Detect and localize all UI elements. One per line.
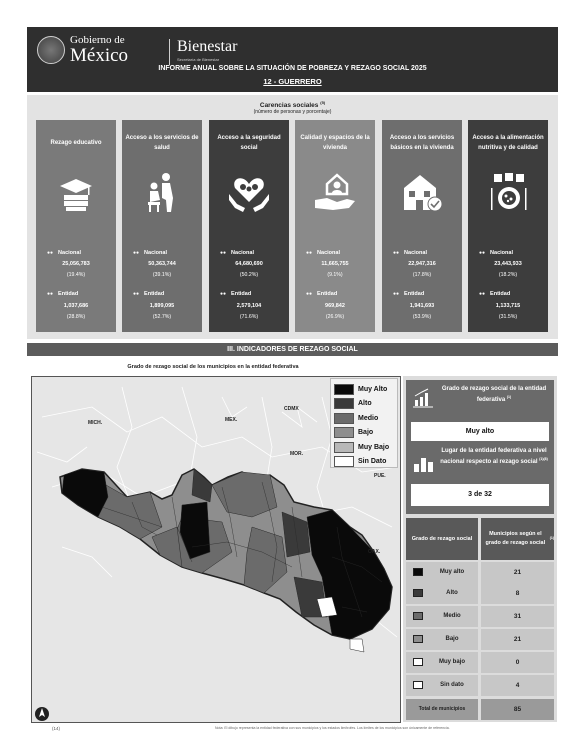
legend-label: Muy Bajo (358, 443, 390, 451)
nacional-percent: (19.4%) (66, 272, 86, 278)
map-label-oax: OAX. (368, 549, 381, 555)
nacional-value: 50,363,744 (148, 261, 176, 267)
legend-swatch (334, 442, 354, 453)
state-grade-title-text: Grado de rezago social de la entidad federativa (441, 386, 547, 403)
grade-cell (406, 675, 478, 696)
national-rank-title (438, 447, 550, 467)
legend-item (334, 398, 372, 410)
north-arrow-icon (35, 707, 49, 721)
entidad-label (393, 291, 424, 297)
carencia-card-2 (122, 120, 202, 332)
people-icon: ●● (47, 291, 54, 297)
house-services-icon (382, 170, 462, 214)
municipality-count: 21 (481, 562, 554, 583)
bar-chart-icon (413, 387, 435, 409)
gobierno-big-text: México (70, 45, 129, 66)
entidad-label-text: Entidad (490, 291, 511, 297)
entidad-label-text: Entidad (404, 291, 425, 297)
nacional-percent: (50.2%) (239, 272, 259, 278)
map-label-pue: PUE. (374, 473, 386, 479)
carencias-title (27, 100, 558, 109)
legend-item (334, 412, 378, 424)
entidad-percent: (26.9%) (325, 314, 345, 320)
legend-label: Alto (358, 400, 372, 407)
nacional-label (306, 250, 340, 256)
table-row (406, 629, 554, 650)
logo-divider (169, 39, 170, 65)
footnote: Nota: El dibujo representa la entidad federativa con sus municipios y los estados limítrofes. Los límites de los municipios son únicamente de referencia. (215, 726, 450, 730)
social-security-icon (209, 170, 289, 214)
section-title: III. INDICADORES DE REZAGO SOCIAL (27, 343, 558, 356)
national-rank-value: 3 de 32 (411, 484, 549, 506)
carencia-card-4 (295, 120, 375, 332)
table-row (406, 675, 554, 696)
nacional-value: 23,443,933 (494, 261, 522, 267)
nacional-label-text: Nacional (317, 250, 340, 256)
legend-swatch (334, 398, 354, 409)
report-title: INFORME ANUAL SOBRE LA SITUACIÓN DE POBREZA Y REZAGO SOCIAL 2025 (158, 65, 427, 72)
graduation-icon (36, 170, 116, 214)
legend-item (334, 441, 389, 453)
carencia-card-6 (468, 120, 548, 332)
nacional-label-text: Nacional (144, 250, 167, 256)
grade-cell (406, 583, 478, 604)
total-value: 85 (481, 699, 554, 720)
legend-item (334, 456, 386, 468)
people-icon: ●● (133, 291, 140, 297)
carencias-title-text: Carencias sociales (259, 102, 319, 110)
table-row (406, 583, 554, 604)
nacional-label-text: Nacional (490, 250, 513, 256)
grade-cell (406, 606, 478, 627)
legend-swatch (334, 427, 354, 438)
food-icon (468, 170, 548, 214)
people-icon: ●● (133, 250, 140, 256)
table-header-municipalities (481, 518, 554, 560)
legend-item (334, 427, 373, 439)
municipality-count: 4 (481, 675, 554, 696)
municipality-count: 31 (481, 606, 554, 627)
national-seal-icon (37, 36, 65, 64)
nacional-value: 25,056,783 (62, 261, 90, 267)
grade-label: Sin dato (440, 682, 464, 688)
legend-swatch (334, 456, 354, 467)
people-icon: ●● (47, 250, 54, 256)
entidad-value: 969,842 (325, 303, 345, 309)
gobierno-small-text: Gobierno de (70, 34, 125, 46)
carencia-title: Acceso a los servicios básicos en la vivienda (389, 135, 455, 151)
carencia-card-1 (36, 120, 116, 332)
nacional-percent: (39.1%) (152, 272, 172, 278)
state-grade-note: (1) (506, 394, 512, 399)
carencia-title: Rezago educativo (50, 140, 102, 147)
grade-cell (406, 562, 478, 583)
nacional-label (479, 250, 513, 256)
entidad-percent: (28.8%) (66, 314, 86, 320)
state-name: 12 - GUERRERO (263, 77, 322, 86)
nacional-label (393, 250, 427, 256)
entidad-label-text: Entidad (144, 291, 165, 297)
municipality-count: 21 (481, 629, 554, 650)
carencia-card-5 (382, 120, 462, 332)
entidad-label-text: Entidad (231, 291, 252, 297)
people-icon: ●● (220, 250, 227, 256)
legend-label: Medio (358, 414, 379, 422)
entidad-value: 1,899,095 (149, 303, 175, 309)
entidad-label (479, 291, 510, 297)
state-grade-title (438, 385, 550, 405)
national-rank-note: (1)(8) (539, 456, 548, 461)
bienestar-subtext: Secretaría de Bienestar (177, 57, 220, 62)
map-title: Grado de rezago social de los municipios en la entidad federativa (127, 364, 299, 370)
carencia-title: Acceso a la seguridad social (217, 135, 281, 151)
nacional-label (220, 250, 254, 256)
entidad-label-text: Entidad (58, 291, 79, 297)
carencias-sociales-panel (27, 95, 558, 339)
grade-label: Medio (443, 613, 461, 619)
municipality-count: 8 (481, 583, 554, 604)
nacional-label (47, 250, 81, 256)
grade-swatch (413, 658, 423, 666)
legend-label: Muy Alto (358, 385, 388, 393)
entidad-label-text: Entidad (317, 291, 338, 297)
gobierno-de-mexico-logo (37, 35, 128, 65)
nacional-percent: (9.1%) (327, 272, 343, 278)
footnote-code: (14) (52, 726, 61, 731)
entidad-percent: (52.7%) (152, 314, 172, 320)
rezago-indicators-panel (403, 376, 557, 722)
bienestar-logo-text: Bienestar (177, 38, 238, 55)
entidad-label (306, 291, 337, 297)
table-header-municipalities-text: Municipios según el grado de rezago social (485, 531, 546, 546)
grade-swatch (413, 612, 423, 620)
table-header-note: (1) (549, 536, 554, 541)
people-icon: ●● (306, 291, 313, 297)
table-header-grade: Grado de rezago social (406, 518, 478, 560)
grade-swatch (413, 568, 423, 576)
grade-label: Alto (446, 590, 458, 596)
health-care-icon (122, 170, 202, 214)
entidad-value: 2,579,104 (236, 303, 262, 309)
municipality-count: 0 (481, 652, 554, 673)
map-label-mor: MOR. (290, 451, 304, 457)
legend-item (334, 383, 387, 395)
housing-quality-icon (295, 170, 375, 214)
map-legend (330, 378, 398, 468)
people-icon: ●● (393, 250, 400, 256)
people-icon: ●● (479, 250, 486, 256)
national-rank-box (406, 444, 554, 514)
carencia-title: Acceso a los servicios de salud (125, 135, 199, 151)
total-label: Total de municipios (406, 699, 478, 720)
nacional-value: 11,665,755 (321, 261, 349, 267)
nacional-value: 22,947,316 (408, 261, 436, 267)
legend-swatch (334, 413, 354, 424)
entidad-percent: (71.6%) (239, 314, 259, 320)
nacional-label-text: Nacional (404, 250, 427, 256)
national-rank-title-text: Lugar de la entidad federativa a nivel nacional respecto al rezago social (440, 448, 547, 465)
guerrero-state (60, 469, 392, 652)
legend-label: Bajo (358, 429, 374, 436)
carencias-subtitle: (número de personas y porcentaje) (253, 109, 332, 115)
legend-label: Sin Dato (358, 458, 387, 465)
map-label-mex: MEX. (225, 417, 238, 423)
grade-label: Muy alto (439, 569, 465, 575)
people-icon: ●● (220, 291, 227, 297)
table-row (406, 606, 554, 627)
nacional-label-text: Nacional (231, 250, 254, 256)
grade-swatch (413, 635, 423, 643)
entidad-value: 1,941,693 (409, 303, 435, 309)
nacional-percent: (17.8%) (412, 272, 432, 278)
entidad-label (220, 291, 251, 297)
entidad-percent: (31.5%) (498, 314, 518, 320)
carencia-card-3 (209, 120, 289, 332)
nacional-label-text: Nacional (58, 250, 81, 256)
people-icon: ●● (393, 291, 400, 297)
map-label-cdmx: CDMX (284, 406, 299, 412)
report-header (27, 27, 558, 92)
carencias-title-note: (5) (320, 100, 326, 105)
grade-cell (406, 652, 478, 673)
grade-swatch (413, 681, 423, 689)
table-row (406, 562, 554, 583)
people-icon: ●● (306, 250, 313, 256)
grade-label: Bajo (445, 636, 459, 642)
map-label-mich: MICH. (88, 420, 103, 426)
entidad-percent: (53.9%) (412, 314, 432, 320)
nacional-percent: (18.2%) (498, 272, 518, 278)
grade-swatch (413, 589, 423, 597)
nacional-label (133, 250, 167, 256)
people-icon: ●● (479, 291, 486, 297)
carencia-title: Acceso a la alimentación nutritiva y de calidad (472, 135, 544, 151)
ranking-icon (413, 454, 435, 474)
grade-label: Muy bajo (438, 659, 465, 665)
entidad-label (47, 291, 78, 297)
table-total-row (406, 699, 554, 720)
legend-swatch (334, 384, 354, 395)
carencia-title: Calidad y espacios de la vivienda (300, 135, 370, 151)
entidad-value: 1,133,715 (495, 303, 521, 309)
entidad-label (133, 291, 164, 297)
table-row (406, 652, 554, 673)
state-grade-value: Muy alto (411, 422, 549, 441)
entidad-value: 1,037,686 (63, 303, 89, 309)
nacional-value: 64,680,690 (235, 261, 263, 267)
grade-cell (406, 629, 478, 650)
